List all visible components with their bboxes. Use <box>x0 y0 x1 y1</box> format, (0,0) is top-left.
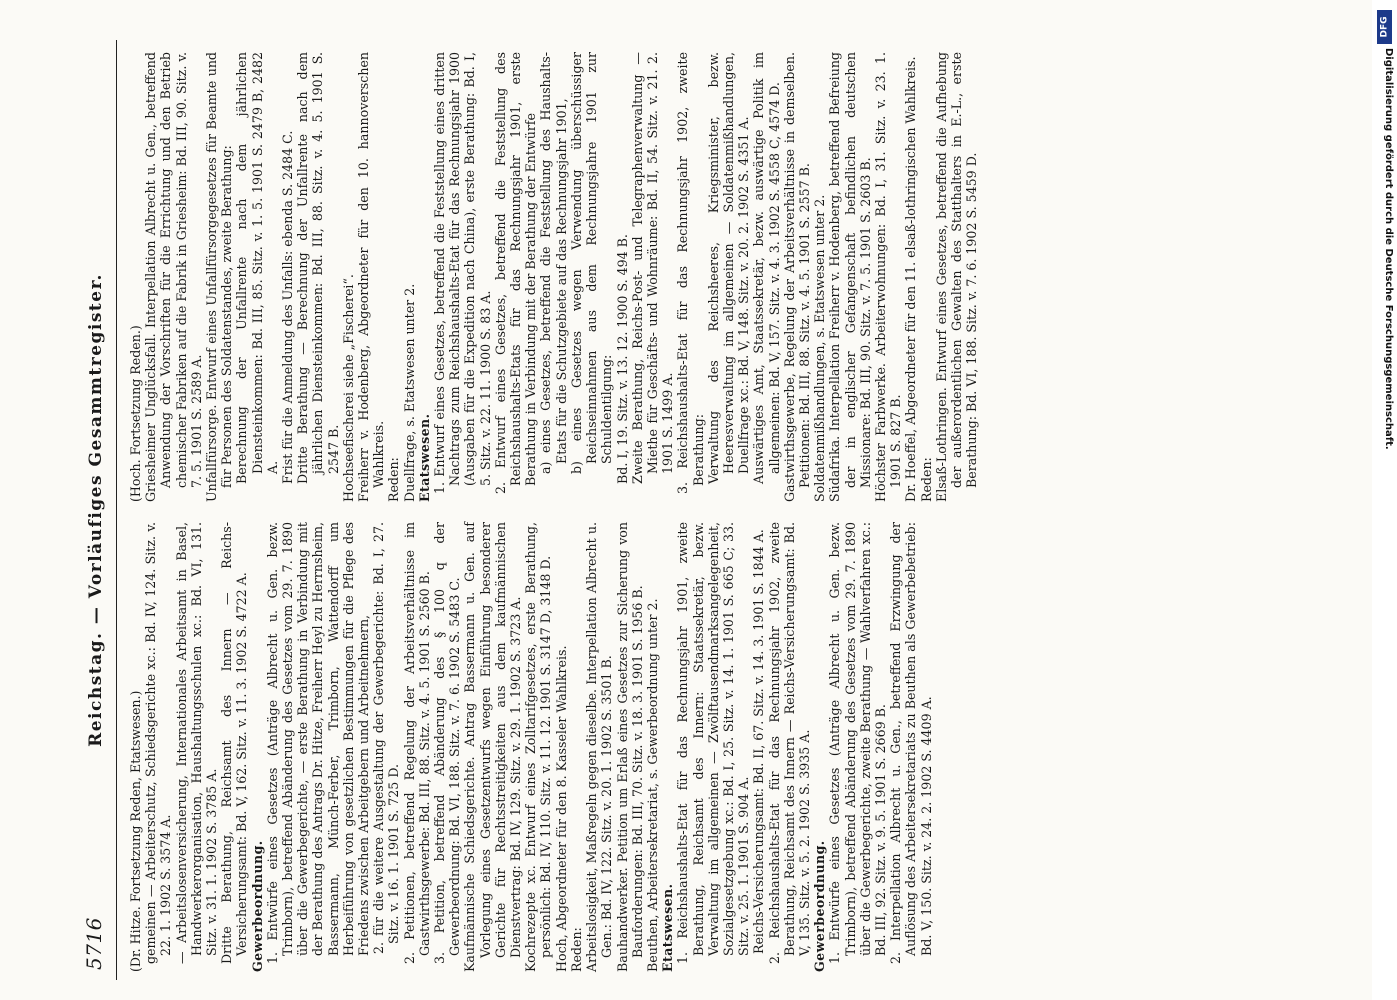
index-entry: Frist für die Anmeldung des Unfalls: ebenda S. 2484 C. <box>280 130 296 484</box>
index-entry: Arbeitslosigkeit, Maßregeln gegen dieselbe. Interpellation Albrecht u. Gen.: Bd. IV, 122. Sitz. v. 20. 1. 1902 S. 3501 B. <box>584 522 615 972</box>
index-entry: 3. Reichshaushalts-Etat für das Rechnungsjahr 1902, zweite Berathung: <box>675 52 706 494</box>
dfg-logo: DFG <box>1377 10 1392 44</box>
index-entry: 2. für die weitere Ausgestaltung der Gewerbegerichte: Bd. I, 27. Sitz. v. 16. 1. 1901 S. 725 D. <box>371 522 402 954</box>
index-entry: Berechnung der Unfallrente nach dem jährlichen Diensteinkommen: Bd. III, 85. Sitz. v. 1. 5. 1901 S. 2479 B, 2482 A. <box>234 52 280 484</box>
index-entry: 2. Petitionen, betreffend Regelung der Arbeitsverhältnisse im Gastwirthsgewerbe: Bd. III, 88. Sitz. v. 4. 5. 1901 S. 2560 B. <box>401 522 432 964</box>
section-heading: Gewerbeordnung. <box>249 840 265 972</box>
left-column <box>128 522 934 972</box>
index-entry: Beuthen, Arbeitersekretariat, s. Gewerbeordnung unter 2. <box>644 598 660 972</box>
index-entry: Bd. I, 19. Sitz. v. 13. 12. 1900 S. 494 B. <box>614 234 630 484</box>
index-entry: Duellfrage, s. Etatswesen unter 2. <box>401 283 417 502</box>
index-entry: Zweite Berathung, Reichs-Post- und Telegraphenverwaltung — Miethe für Geschäfts- und Wohnräume: Bd. II, 54. Sitz. v. 21. 2. 1901 S. 1499 A. <box>629 52 676 484</box>
index-entry: Unfallfürsorge. Entwurf eines Unfallfürsorgegesetzes für Beamte und für Personen des Soldatenstandes, zweite Berathung: <box>204 52 235 502</box>
index-entry: Dritte Berathung, Reichsamt des Innern — Reichs-Versicherungsamt: Bd. V, 162. Sitz. v. 11. 3. 1902 S. 4722 A. <box>219 522 250 964</box>
index-entry: Reden: <box>918 457 934 502</box>
index-entry: 1. Entwürfe eines Gesetzes (Anträge Albrecht u. Gen. bezw. Trimborn), betreffend Abänderung des Gesetzes vom 29. 7. 1890 über die Gewerbegerichte, zweite Berathung — Wahlverfahren xc.: Bd. III, 92. Sitz. v. 9. 5. 1901 S. 2669 B. <box>827 522 888 964</box>
index-entry: 1. Reichshaushalts-Etat für das Rechnungsjahr 1901, zweite Berathung, Reichsamt des Innern: Staatssekretär, bezw. Verwaltung im allgemeinen — Zwölftausendmarksangelegenheit, Sozialgesetzgebung xc.: Bd. I, 25. Sitz. v. 14. 1. 1901 S. 665 C; 33. Sitz. v. 25. 1. 1901 S. 904 A. <box>675 522 752 964</box>
index-entry: Südafrika. Interpellation Freiherr v. Hodenberg, betreffend Befreiung der in englischer Gefangenschaft befindlichen deutschen Missionare: Bd. III, 90. Sitz. v. 7. 5. 1901 S. 2603 B. <box>827 52 873 502</box>
index-entry: 1. Entwürfe eines Gesetzes (Anträge Albrecht u. Gen. bezw. Trimborn), betreffend Abänderung des Gesetzes vom 29. 7. 1890 über die Gewerbegerichte, — erste Berathung in Verbindung mit der Berathung des Antrags Dr. Hitze, Freiherr Heyl zu Herrnsheim, Bassermann, Münch-Ferber, Trimborn, Wattendorff um Herbeiführung von gesetzlichen Bestimmungen für die Pflege des Friedens zwischen Arbeitgebern und Arbeitnehmern, <box>264 522 372 964</box>
section-heading: Gewerbeordnung. <box>812 840 828 972</box>
rotated-page <box>76 40 1336 980</box>
index-entry: gemeinen — Arbeiterschutz, Schiedsgerichte xc.: Bd. IV, 124. Sitz. v. 22. 1. 1902 S. 3574 A. <box>143 522 174 964</box>
running-head: Reichstag. — Vorläufiges Gesammtregister. <box>86 273 106 747</box>
digitization-note: Digitalisierung gefördert durch die Deutsche Forschungsgemeinschaft. <box>1383 48 1394 450</box>
index-entry: (Dr. Hitze. Fortsetzung Reden, Etatswesen.) <box>128 690 143 972</box>
index-entry: 2. Entwurf eines Gesetzes, betreffend die Feststellung des Reichshaushalts-Etats für das Rechnungsjahr 1901, erste Berathung in Verbindung mit der Berathung der Entwürfe <box>492 52 539 494</box>
index-entry: Verwaltung des Reichsheeres, Kriegsminister, bezw. Heeresverwaltung im allgemeinen — Soldatenmißhandlungen, Duellfrage xc.: Bd. V, 148. Sitz. v. 20. 2. 1902 S. 4351 A. <box>705 52 752 484</box>
index-entry: Reichs-Versicherungsamt: Bd. II, 67. Sitz. v. 14. 3. 1901 S. 1844 A. <box>751 529 767 954</box>
index-entry: Hochseefischerei siehe „Fischerei“. <box>340 274 356 502</box>
index-entry: Bauhandwerker. Petition um Erlaß eines Gesetzes zur Sicherung von Bauforderungen: Bd. III, 70. Sitz. v. 18. 3. 1901 S. 1956 B. <box>614 522 645 972</box>
index-entry: Griesheimer Unglücksfall. Interpellation Albrecht u. Gen., betreffend Anwendung der Vorschriften für die Errichtung und den Betrieb chemischer Fabriken auf die Fabrik in Griesheim: Bd. III, 90. Sitz. v. 7. 5. 1901 S. 2589 A. <box>143 52 204 502</box>
index-entry: Kaufmännische Schiedsgerichte. Antrag Bassermann u. Gen. auf Vorlegung eines Gesetzentwurfs wegen Einführung besonderer Gerichte für Rechtsstreitigkeiten aus dem kaufmännischen Dienstvertrag: Bd. IV, 129. Sitz. v. 29. 1. 1902 S. 3723 A. <box>462 522 524 972</box>
index-entry: (Hoch. Fortsetzung Reden.) <box>128 325 143 502</box>
index-entry: 2. Interpellation Albrecht u. Gen., betreffend Erzwingung der Auflösung des Arbeitersekretariats zu Beuthen als Gewerbebetrieb: Bd. V, 150. Sitz. v. 24. 2. 1902 S. 4409 A. <box>888 522 934 964</box>
right-column <box>128 52 979 502</box>
index-entry: Auswärtiges Amt, Staatssekretär, bezw. auswärtige Politik im allgemeinen: Bd. V, 157. Sitz. v. 4. 3. 1902 S. 4558 C, 4574 D. <box>751 52 782 484</box>
index-entry: 2. Reichshaushalts-Etat für das Rechnungsjahr 1902, zweite Berathung, Reichsamt des Innern — Reichs-Versicherungsamt: Bd. V, 135. Sitz. v. 5. 2. 1902 S. 3935 A. <box>766 522 812 964</box>
index-entry: Hoch, Abgeordneter für den 8. Kasseler Wahlkreis. <box>553 645 569 972</box>
index-entry: Gastwirthsgewerbe, Regelung der Arbeitsverhältnisse in demselben. Petitionen: Bd. III, 88. Sitz. v. 4. 5. 1901 S. 2557 B. <box>781 52 812 502</box>
index-entry: Freiherr v. Hodenberg, Abgeordneter für den 10. hannoverschen Wahlkreis. <box>356 52 387 502</box>
index-entry: 1. Entwurf eines Gesetzes, betreffend die Feststellung eines dritten Nachtrags zum Reichshaushalts-Etat für das Rechnungsjahr 1900 (Ausgaben für die Expedition nach China), erste Berathung: Bd. I, 5. Sitz. v. 22. 11. 1900 S. 83 A. <box>432 52 493 494</box>
index-entry: Elsaß-Lothringen. Entwurf eines Gesetzes, betreffend die Aufhebung der außerordentlichen Gewalten des Statthalters in E.-L., erste Berathung: Bd. VI, 188. Sitz. v. 7. 6. 1902 S. 5459 D. <box>933 52 980 502</box>
index-entry: Dritte Berathung — Berechnung der Unfallrente nach dem jährlichen Diensteinkommen: Bd. III, 88. Sitz. v. 4. 5. 1901 S. 2547 B. <box>295 52 341 484</box>
index-entry: Dr. Hoeffel, Abgeordneter für den 11. elsaß-lothringischen Wahlkreis. <box>903 56 919 502</box>
index-entry: Kochrezepte xc. Entwurf eines Zolltarifgesetzes, erste Berathung, persönlich: Bd. IV, 110. Sitz. v. 11. 12. 1901 S. 3147 D, 3148 D. <box>523 522 554 972</box>
index-entry: 3. Petition, betreffend Abänderung des § 100 q der Gewerbeordnung: Bd. VI, 188. Sitz. v. 7. 6. 1902 S. 5483 C. <box>432 522 463 964</box>
index-entry: Reden: <box>386 457 402 502</box>
index-entry: a) eines Gesetzes, betreffend die Feststellung des Haushalts-Etats für die Schutzgebiete auf das Rechnungsjahr 1901, <box>538 52 569 474</box>
index-entry: Reden: <box>568 927 584 972</box>
index-entry: Soldatenmißhandlungen, s. Etatswesen unter 2. <box>812 194 828 502</box>
page-header <box>76 40 117 980</box>
index-entry: Höchster Farbwerke. Arbeiterwohnungen: Bd. I, 31. Sitz. v. 23. 1. 1901 S. 827 B. <box>872 52 904 502</box>
section-heading: Etatswesen. <box>416 413 432 502</box>
index-entry: b) eines Gesetzes wegen Verwendung überschüssiger Reichseinnahmen aus dem Rechnungsjahre 1901 zur Schuldentilgung: <box>568 52 615 474</box>
index-entry: — Arbeitslosenversicherung, Internationales Arbeitsamt in Basel, Handwerkerorganisation, Haushaltungsschulen xc.: Bd. VI, 131. Sitz. v. 31. 1. 1902 S. 3785 A. <box>173 522 220 964</box>
section-heading: Etatswesen. <box>660 883 676 972</box>
page-number: 5716 <box>82 917 106 970</box>
